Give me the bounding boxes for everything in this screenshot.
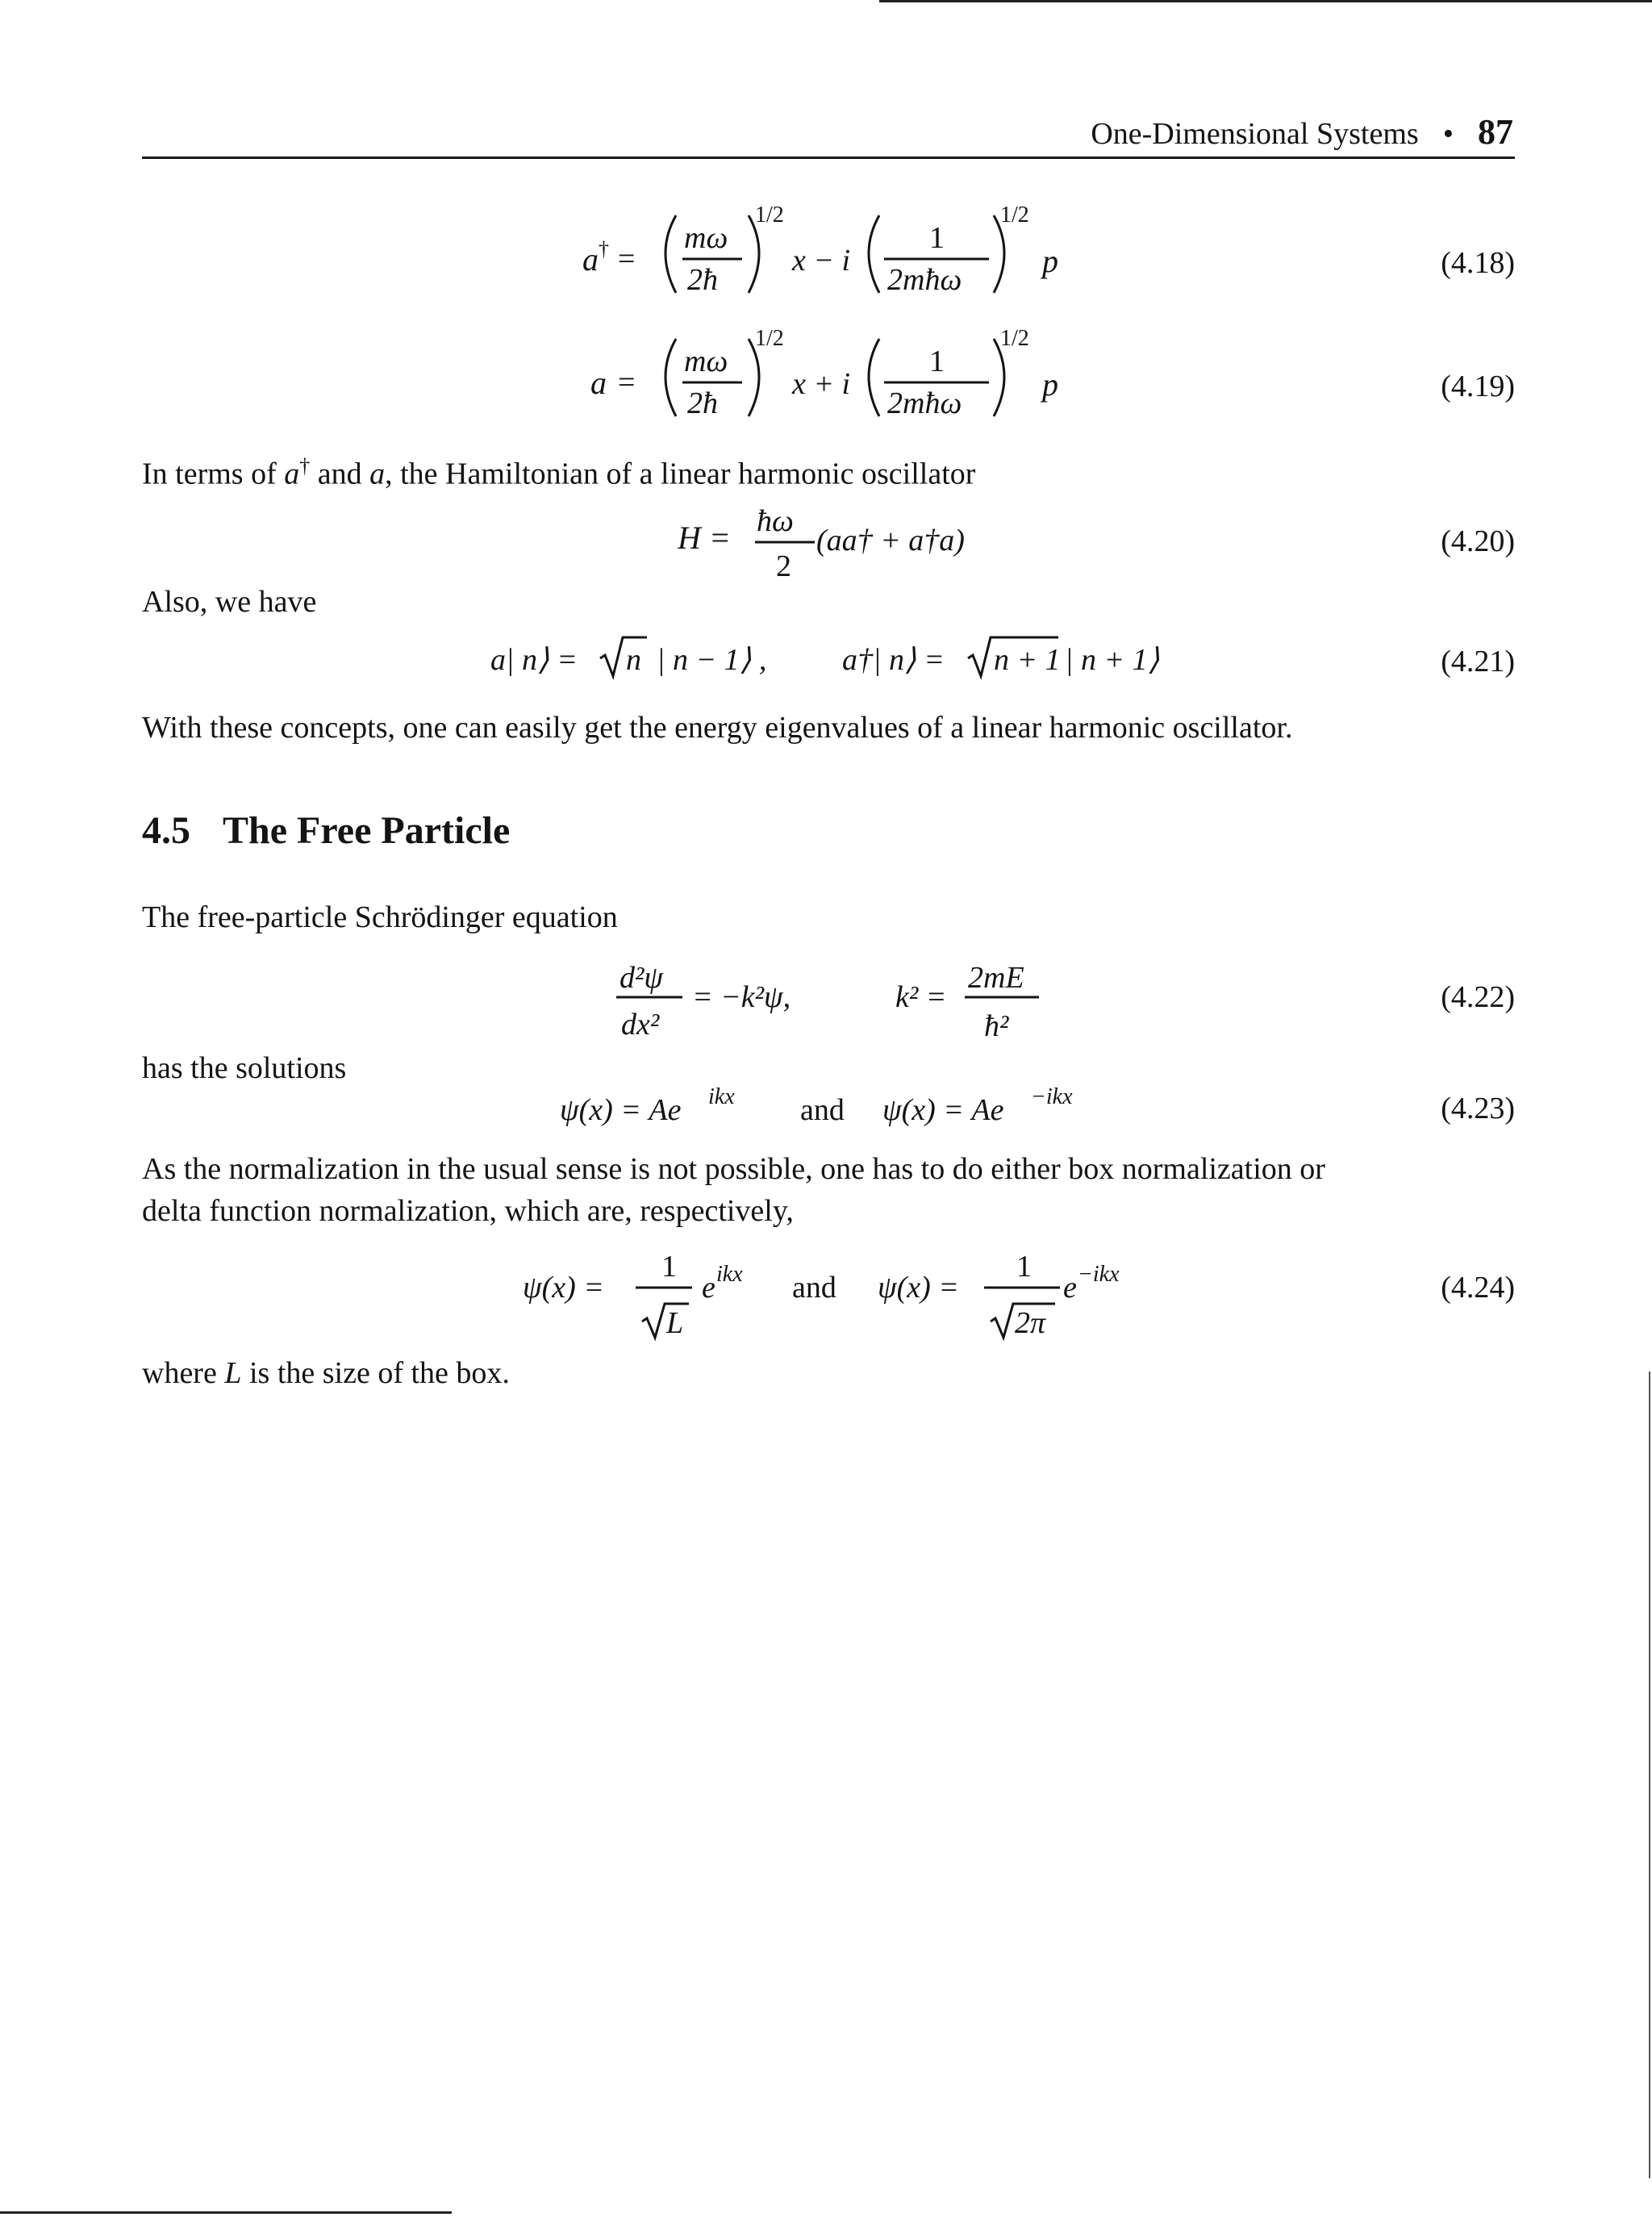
eq-4-23-number: (4.23) [1441,1092,1515,1125]
eq-4-19-den2: 2mħω [887,386,962,420]
eq-4-18-den1: 2ħ [687,263,718,297]
box-text-2: is the size of the box. [241,1356,510,1390]
eq-4-24-e1: e [702,1271,715,1305]
eq-4-21-right-a: a†| n⟩ = [842,643,945,677]
paragraph-normalization-line-1: As the normalization in the usual sense is not possible, one has to do either box normalization or [142,1152,1325,1186]
eq-4-20-num: ħω [757,504,794,538]
eq-4-21-left-b: | n − 1⟩ , [657,643,767,677]
eq-4-24-num2: 1 [1016,1250,1032,1284]
eq-4-22-den1: dx² [621,1008,660,1042]
eq-4-20-number: (4.20) [1441,524,1515,558]
eq-4-22-den2: ħ² [984,1009,1009,1043]
eq-4-23-left-exp: ikx [708,1084,735,1109]
equation-4-22-body [613,952,1065,1049]
eq-4-20-lhs: H = [678,520,731,556]
eq-4-19-num1: mω [684,344,728,378]
paragraph-also: Also, we have [142,585,317,619]
eq-4-19-equals: = [618,365,636,399]
eq-4-24-sqrt2: 2π [1015,1306,1046,1340]
box-text-1: where [142,1356,225,1390]
eq-4-24-e2: e [1063,1271,1077,1305]
eq-4-19-mid: x + i [792,367,851,401]
eq-4-19-exp2: 1/2 [1000,326,1029,351]
eq-4-23-left-base: ψ(x) = Ae [560,1093,682,1127]
eq-4-18-equals: = [618,242,636,276]
eq-4-23-right-exp: −ikx [1031,1084,1073,1109]
eq-4-22-num2: 2mE [968,961,1024,995]
eq-4-24-num1: 1 [661,1250,677,1284]
eq-4-24-exp1: ikx [716,1262,743,1287]
top-edge-line [879,0,1652,2]
running-title: One-Dimensional Systems [1091,117,1419,151]
page-number: 87 [1478,112,1513,152]
eq-4-24-sqrt1: L [666,1306,684,1340]
equation-4-20-body [678,500,1000,589]
header-bullet: • [1442,117,1454,151]
eq-4-18-tail: p [1042,243,1058,279]
hamiltonian-text-3: , the Hamiltonian of a linear harmonic oscillator [385,457,976,491]
eq-4-24-and: and [792,1271,836,1305]
equation-4-19-body [581,321,1081,442]
eq-4-19-exp1: 1/2 [755,326,784,351]
eq-4-20-rest: (aa† + a†a) [816,524,965,557]
section-title: The Free Particle [223,809,511,852]
eq-4-21-sqrt1: n [626,643,641,677]
eq-4-24-right: ψ(x) = [878,1271,959,1305]
header-rule [142,157,1515,159]
eq-4-18-lhs: a [582,241,599,278]
eq-4-19-tail: p [1042,366,1058,403]
eq-4-21-number: (4.21) [1441,645,1515,678]
paragraph-free-particle: The free-particle Schrödinger equation [142,900,618,934]
equation-4-24-body [523,1241,1136,1346]
eq-4-19-number: (4.19) [1441,370,1515,403]
eq-4-24-left: ψ(x) = [523,1271,604,1305]
section-heading [142,808,510,853]
eq-4-24-exp2: −ikx [1078,1262,1120,1287]
section-number: 4.5 [142,809,190,852]
eq-4-19-den1: 2ħ [687,386,718,420]
eq-4-20-den: 2 [776,549,791,583]
right-edge-line [1649,1372,1650,2178]
eq-4-18-mid: x − i [792,244,851,278]
hamiltonian-a-dagger: a [284,457,300,491]
equation-4-18-body [581,198,1081,319]
eq-4-18-dagger: † [599,237,609,261]
eq-4-22-number: (4.22) [1441,980,1515,1014]
eq-4-22-num1: d²ψ [620,961,663,995]
eq-4-21-sqrt2: n + 1 [994,643,1061,677]
eq-4-24-number: (4.24) [1441,1271,1515,1305]
eq-4-19-num2: 1 [929,344,945,378]
paragraph-concepts: With these concepts, one can easily get the energy eigenvalues of a linear harmonic oscillator. [142,711,1293,745]
eq-4-18-number: (4.18) [1441,246,1515,280]
paragraph-hamiltonian [142,456,975,490]
hamiltonian-text-1: In terms of [142,457,285,491]
paragraph-normalization-line-2: delta function normalization, which are, respectively, [142,1194,794,1228]
hamiltonian-text-2: and [310,457,370,491]
eq-4-18-num1: mω [684,221,728,255]
hamiltonian-a: a [369,457,386,491]
eq-4-22-mid: = −k²ψ, [692,980,791,1014]
eq-4-18-exp2: 1/2 [1000,202,1029,228]
eq-4-19-lhs: a [590,365,607,401]
bottom-edge-line [0,2211,452,2214]
eq-4-21-right-b: | n + 1⟩ [1065,643,1160,677]
eq-4-18-exp1: 1/2 [755,202,784,228]
eq-4-23-right-base: ψ(x) = Ae [882,1093,1004,1127]
paragraph-box-size [142,1358,510,1388]
eq-4-21-left-a: a| n⟩ = [490,643,578,677]
paragraph-solutions: has the solutions [142,1051,347,1085]
equation-4-21-body [490,623,1184,687]
eq-4-18-den2: 2mħω [887,263,962,297]
eq-4-23-and: and [800,1093,845,1127]
hamiltonian-dagger: † [299,454,311,478]
eq-4-22-k2: k² = [895,980,947,1014]
eq-4-18-num2: 1 [929,221,945,255]
running-header [1091,111,1513,152]
equation-4-23-body [560,1079,1076,1136]
box-L: L [224,1356,242,1390]
